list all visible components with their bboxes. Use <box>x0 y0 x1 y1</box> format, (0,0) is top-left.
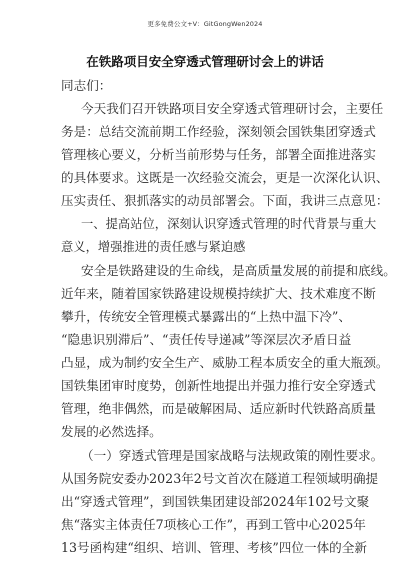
body-line: 压实责任、狠抓落实的动员部署会。下面，我讲三点意见： <box>61 193 389 208</box>
page-title: 在铁路项目安全穿透式管理研讨会上的讲话 <box>86 54 324 69</box>
subsection-heading: （一）穿透式管理是国家战略与法规政策的刚性要求。 <box>81 448 384 463</box>
body-line: 发展的必然选择。 <box>61 424 162 439</box>
body-line: 焦“落实主体责任7项核心工作”，再到工管中心2025年 <box>61 517 366 532</box>
body-line: 安全是铁路建设的生命线，是高质量发展的前提和底线。 <box>81 263 396 278</box>
body-line: 出“穿透式管理”，到国铁集团建设部2024年102号文聚 <box>61 494 370 509</box>
salutation: 同志们： <box>61 78 112 93</box>
body-line: 的具体要求。这既是一次经验交流会，更是一次深化认识、 <box>61 170 389 185</box>
section-heading: 一、提高站位，深刻认识穿透式管理的时代背景与重大 <box>81 217 377 231</box>
body-line: 管理核心要义，分析当前形势与任务，部署全面推进落实 <box>61 147 376 162</box>
body-line: 近年来，随着国家铁路建设规模持续扩大、技术难度不断 <box>61 286 376 301</box>
body-line: 13号函构建“组织、培训、管理、考核”四位一体的全新 <box>61 540 367 555</box>
body-line: 管理，绝非偶然，而是破解困局、适应新时代铁路高质量 <box>61 401 376 416</box>
header-note: 更多免费公文+V：GitGongWen2024 <box>147 20 263 28</box>
section-heading: 意义，增强推进的责任感与紧迫感 <box>61 240 246 254</box>
body-line: 国铁集团审时度势，创新性地提出并强力推行安全穿透式 <box>61 378 376 393</box>
body-line: 从国务院安委办2023年2号文首次在隧道工程领域明确提 <box>61 471 379 486</box>
body-line: “隐患识别滞后”、“责任传导递减”等深层次矛盾日益 <box>61 332 352 347</box>
body-line: 今天我们召开铁路项目安全穿透式管理研讨会，主要任 <box>81 101 384 116</box>
body-line: 务是：总结交流前期工作经验，深刻领会国铁集团穿透式 <box>61 124 376 139</box>
body-line: 凸显，成为制约安全生产、威胁工程本质安全的重大瓶颈。 <box>61 355 389 370</box>
body-line: 攀升，传统安全管理模式暴露出的“上热中温下冷”、 <box>61 309 351 324</box>
